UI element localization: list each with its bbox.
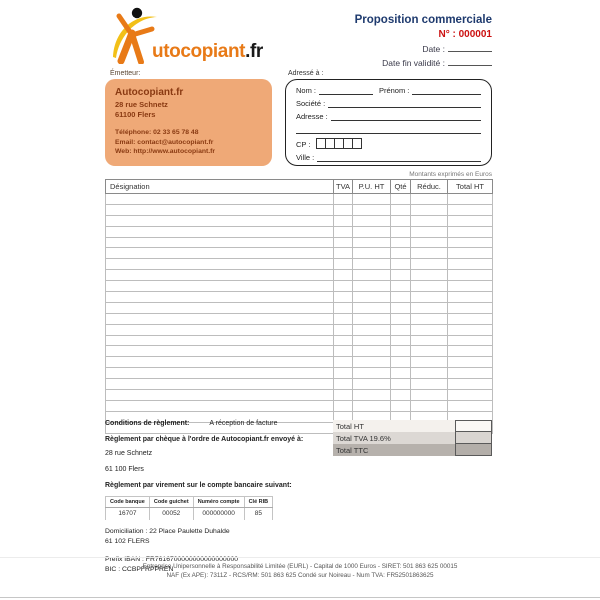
domiciliation [105, 527, 335, 547]
items-empty-cell [448, 368, 493, 379]
items-empty-cell [411, 215, 448, 226]
issuer-address [115, 100, 266, 120]
items-empty-cell [391, 204, 411, 215]
logo-wordmark [152, 41, 263, 63]
recipient-name-row [296, 87, 481, 95]
items-empty-cell [334, 226, 353, 237]
items-empty-cell [353, 302, 391, 313]
iban-line: Prefix IBAN : FR7616700000000000000000 [105, 555, 239, 563]
items-empty-cell [448, 270, 493, 281]
items-empty-cell [106, 357, 334, 368]
items-empty-cell [411, 346, 448, 357]
items-empty-cell [353, 400, 391, 411]
items-empty-cell [106, 194, 334, 205]
items-empty-row [106, 324, 493, 335]
items-empty-cell [353, 368, 391, 379]
items-col-header: TVA [334, 180, 353, 194]
items-empty-cell [411, 281, 448, 292]
domiciliation-line2: 61 102 FLERS [105, 537, 150, 545]
bank-col-header: Code banque [106, 497, 150, 508]
logo-person-icon [106, 6, 158, 64]
items-empty-row [106, 357, 493, 368]
items-empty-cell [106, 400, 334, 411]
items-empty-cell [448, 302, 493, 313]
items-empty-cell [334, 313, 353, 324]
date-label: Date : [422, 44, 445, 54]
items-empty-cell [448, 313, 493, 324]
cheque-address-line1: 28 rue Schnetz [105, 450, 153, 457]
items-empty-cell [106, 270, 334, 281]
items-col-header: Réduc. [411, 180, 448, 194]
items-empty-cell [448, 194, 493, 205]
items-empty-row [106, 237, 493, 248]
cp-label: CP : [296, 140, 311, 149]
items-empty-cell [334, 292, 353, 303]
issuer-box [105, 79, 272, 166]
societe-blank-line [328, 100, 481, 108]
issuer-section-label: Émetteur: [110, 70, 141, 77]
items-empty-cell [334, 237, 353, 248]
items-empty-cell [411, 379, 448, 390]
items-empty-cell [334, 324, 353, 335]
validity-field [355, 58, 492, 68]
items-empty-row [106, 346, 493, 357]
recipient-company-row [296, 100, 481, 108]
items-empty-cell [353, 292, 391, 303]
items-empty-cell [334, 248, 353, 259]
items-empty-cell [448, 346, 493, 357]
payment-conditions-row [105, 420, 335, 427]
items-empty-cell [448, 324, 493, 335]
items-empty-cell [448, 281, 493, 292]
items-empty-row [106, 248, 493, 259]
items-empty-cell [353, 248, 391, 259]
items-empty-cell [391, 270, 411, 281]
items-empty-cell [411, 368, 448, 379]
items-empty-cell [448, 400, 493, 411]
nom-label: Nom : [296, 86, 317, 95]
issuer-web: Web: http://www.autocopiant.fr [115, 148, 216, 156]
items-empty-cell [353, 335, 391, 346]
bank-col-header: Clé RIB [244, 497, 273, 508]
bic-line: BIC : CCBPFRPPREN [105, 565, 174, 573]
recipient-address-row2 [296, 126, 481, 134]
items-empty-cell [334, 379, 353, 390]
items-empty-row [106, 270, 493, 281]
items-empty-cell [334, 368, 353, 379]
items-empty-cell [411, 390, 448, 401]
items-empty-cell [334, 390, 353, 401]
items-empty-cell [391, 379, 411, 390]
items-empty-cell [411, 357, 448, 368]
validity-blank-line [448, 63, 492, 66]
items-empty-cell [411, 324, 448, 335]
items-empty-cell [353, 237, 391, 248]
items-empty-cell [391, 292, 411, 303]
cp-cells [317, 138, 362, 149]
items-empty-cell [106, 248, 334, 259]
items-empty-cell [106, 237, 334, 248]
items-col-header: Total HT [448, 180, 493, 194]
items-empty-cell [334, 215, 353, 226]
conditions-label: Conditions de règlement: [105, 420, 190, 427]
items-empty-cell [106, 390, 334, 401]
total-value-box [455, 443, 492, 456]
items-empty-cell [353, 357, 391, 368]
ville-blank-line [317, 154, 481, 162]
adresse-blank-line [331, 113, 481, 121]
conditions-value: A réception de facture [209, 420, 278, 427]
bank-values-row [106, 508, 273, 521]
items-header-row [106, 180, 493, 194]
logo-text-suffix: .fr [245, 41, 263, 62]
items-empty-cell [334, 204, 353, 215]
footer-divider [0, 557, 600, 558]
items-empty-cell [448, 390, 493, 401]
recipient-box [285, 79, 492, 166]
items-empty-cell [353, 379, 391, 390]
items-empty-cell [411, 313, 448, 324]
total-label: Total TVA 19.6% [333, 432, 455, 444]
legal-footer [20, 562, 580, 581]
items-empty-cell [411, 226, 448, 237]
issuer-name: Autocopiant.fr [115, 87, 184, 98]
items-empty-cell [334, 281, 353, 292]
items-empty-row [106, 194, 493, 205]
items-empty-cell [448, 248, 493, 259]
items-empty-cell [411, 259, 448, 270]
items-empty-cell [106, 313, 334, 324]
date-blank-line [448, 49, 492, 52]
prenom-label: Prénom : [378, 86, 410, 95]
bank-details-table [105, 496, 273, 520]
items-empty-cell [353, 194, 391, 205]
currency-note: Montants exprimés en Euros [409, 171, 492, 178]
validity-label: Date fin validité : [382, 58, 445, 68]
issuer-phone: Téléphone: 02 33 65 78 48 [115, 129, 199, 137]
issuer-email: Email: contact@autocopiant.fr [115, 138, 214, 146]
adresse-blank-line2 [296, 126, 481, 134]
items-empty-row [106, 204, 493, 215]
items-empty-row [106, 400, 493, 411]
items-empty-cell [411, 237, 448, 248]
items-empty-cell [448, 357, 493, 368]
ville-label: Ville : [296, 153, 315, 162]
bank-value-cell: 00052 [149, 508, 193, 521]
payment-section [105, 420, 335, 574]
items-empty-cell [411, 248, 448, 259]
date-field [355, 44, 492, 54]
recipient-section-label: Adressé à : [288, 70, 324, 77]
bank-value-cell: 85 [244, 508, 273, 521]
legal-footer-line2: NAF (Ex APE): 7311Z - RCS/RM: 501 863 625 Condé sur Noireau - Num TVA: FR52501863625 [166, 572, 434, 580]
items-empty-cell [106, 368, 334, 379]
prenom-blank-line [412, 87, 481, 95]
items-empty-cell [448, 335, 493, 346]
societe-label: Société : [296, 99, 326, 108]
items-empty-cell [106, 259, 334, 270]
issuer-address-line2: 61100 Flers [115, 110, 156, 120]
items-empty-row [106, 281, 493, 292]
items-empty-cell [411, 335, 448, 346]
document-title: Proposition commerciale [354, 14, 492, 26]
items-col-header: P.U. HT [353, 180, 391, 194]
items-empty-cell [391, 313, 411, 324]
cp-cell [352, 138, 362, 149]
items-empty-cell [391, 400, 411, 411]
items-empty-cell [448, 259, 493, 270]
bank-value-cell: 000000000 [193, 508, 244, 521]
items-empty-cell [334, 346, 353, 357]
items-empty-cell [106, 215, 334, 226]
bank-value-cell: 16707 [106, 508, 150, 521]
nom-blank-line [319, 87, 373, 95]
bank-col-header: Code guichet [149, 497, 193, 508]
items-table-head [106, 180, 493, 194]
items-empty-cell [106, 204, 334, 215]
items-empty-cell [391, 248, 411, 259]
items-empty-row [106, 302, 493, 313]
recipient-city-row [296, 154, 481, 162]
items-empty-cell [353, 281, 391, 292]
document-header [355, 14, 492, 68]
logo-text-main: utocopiant [152, 41, 246, 62]
items-empty-row [106, 259, 493, 270]
items-empty-cell [391, 226, 411, 237]
items-empty-cell [391, 324, 411, 335]
items-empty-row [106, 335, 493, 346]
items-empty-cell [391, 259, 411, 270]
recipient-postcode-row [296, 139, 481, 149]
items-empty-cell [448, 379, 493, 390]
items-empty-cell [391, 335, 411, 346]
items-empty-cell [334, 357, 353, 368]
items-empty-row [106, 313, 493, 324]
items-empty-cell [391, 194, 411, 205]
items-empty-cell [448, 226, 493, 237]
domiciliation-line1: Domiciliation : 22 Place Paulette Duhalde [105, 528, 230, 535]
items-empty-row [106, 368, 493, 379]
items-empty-cell [448, 204, 493, 215]
bank-table-body [106, 508, 273, 521]
bank-header-row [106, 497, 273, 508]
items-empty-cell [334, 335, 353, 346]
items-empty-cell [106, 335, 334, 346]
items-col-header: Qté [391, 180, 411, 194]
items-empty-cell [411, 204, 448, 215]
issuer-contact [115, 128, 266, 157]
items-empty-cell [448, 292, 493, 303]
items-table [105, 179, 493, 434]
items-empty-cell [106, 379, 334, 390]
items-empty-cell [353, 270, 391, 281]
items-empty-cell [353, 313, 391, 324]
items-empty-cell [391, 237, 411, 248]
items-empty-cell [106, 346, 334, 357]
bank-col-header: Numéro compte [193, 497, 244, 508]
page-bottom-edge [0, 597, 600, 598]
issuer-address-line1: 28 rue Schnetz [115, 100, 168, 109]
items-empty-cell [391, 281, 411, 292]
cheque-address-line2: 61 100 Flers [105, 466, 144, 473]
items-empty-cell [334, 302, 353, 313]
items-empty-cell [448, 237, 493, 248]
items-empty-cell [334, 400, 353, 411]
items-empty-cell [353, 226, 391, 237]
legal-footer-line1: Entreprise Unipersonnelle à Responsabilité Limitée (EURL) - Capital de 1000 Euros - SIRET: 501 863 625 00015 [142, 563, 458, 570]
items-empty-cell [106, 281, 334, 292]
brand-logo [106, 6, 263, 64]
items-table-body [106, 194, 493, 434]
items-empty-cell [391, 390, 411, 401]
items-empty-cell [334, 259, 353, 270]
items-empty-cell [411, 400, 448, 411]
items-empty-cell [334, 270, 353, 281]
items-empty-cell [106, 292, 334, 303]
items-empty-cell [353, 390, 391, 401]
items-empty-cell [448, 215, 493, 226]
items-empty-cell [353, 259, 391, 270]
items-empty-cell [106, 324, 334, 335]
items-empty-cell [411, 270, 448, 281]
items-empty-cell [391, 215, 411, 226]
items-col-header: Désignation [106, 180, 334, 194]
items-empty-cell [353, 324, 391, 335]
items-empty-cell [334, 194, 353, 205]
items-empty-cell [411, 302, 448, 313]
total-label: Total HT [333, 420, 455, 432]
items-empty-cell [411, 292, 448, 303]
items-empty-row [106, 379, 493, 390]
items-empty-cell [106, 226, 334, 237]
recipient-address-row [296, 113, 481, 121]
document-number: N° : 000001 [438, 29, 492, 40]
total-label: Total TTC [333, 444, 455, 456]
items-empty-cell [391, 346, 411, 357]
total-row-2 [333, 444, 492, 456]
items-empty-cell [106, 302, 334, 313]
transfer-instruction: Règlement par virement sur le compte bancaire suivant: [105, 482, 292, 489]
items-empty-row [106, 292, 493, 303]
items-empty-row [106, 215, 493, 226]
cheque-instruction: Règlement par chèque à l'ordre de Autocopiant.fr envoyé à: [105, 436, 304, 443]
items-empty-row [106, 226, 493, 237]
items-empty-cell [353, 215, 391, 226]
items-empty-cell [411, 194, 448, 205]
items-empty-row [106, 390, 493, 401]
items-empty-cell [353, 346, 391, 357]
items-empty-cell [353, 204, 391, 215]
adresse-label: Adresse : [296, 112, 328, 121]
items-empty-cell [391, 357, 411, 368]
totals-block [333, 420, 492, 456]
items-empty-cell [391, 302, 411, 313]
bank-table-head [106, 497, 273, 508]
items-empty-cell [391, 368, 411, 379]
